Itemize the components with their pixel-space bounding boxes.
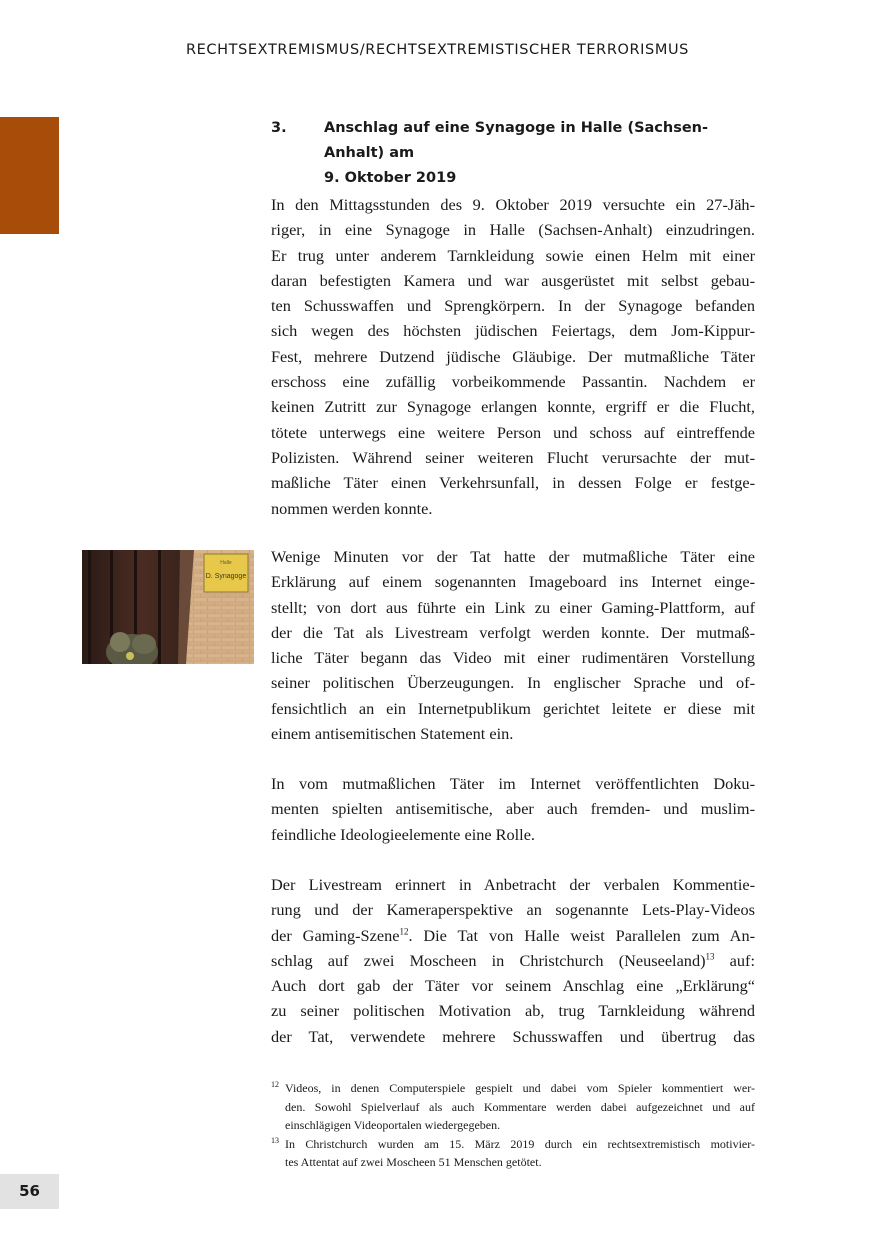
- paragraph-3: [271, 771, 755, 847]
- text-line: maßliche Täter einen Verkehrsunfall, in dessen Folge er festge-: [271, 473, 755, 493]
- page-number: 56: [0, 1174, 59, 1209]
- text-fragment: der Gaming-Szene: [271, 925, 400, 945]
- footnote-13: [271, 1135, 755, 1172]
- section-title-line-2: 9. Oktober 2019: [324, 170, 457, 186]
- footnotes: [271, 1079, 755, 1172]
- text-line: rung und der Kameraperspektive an sogenannte Lets-Play-Videos: [271, 900, 755, 920]
- text-line: Er trug unter anderem Tarnkleidung sowie einen Helm mit einer: [271, 245, 755, 265]
- text-line: feindliche Ideologieelemente eine Rolle.: [271, 824, 536, 844]
- text-line: fensichtlich an ein Internetpublikum gerichtet leitete er diese mit: [271, 698, 755, 718]
- section-number: 3.: [271, 120, 287, 136]
- text-line: [271, 948, 755, 973]
- footnote-line: den. Sowohl Spielverlauf als auch Kommentare werden dabei aufgezeichnet und auf: [285, 1099, 755, 1114]
- text-fragment: auf:: [714, 950, 755, 970]
- sign-text-line-1: D. Synagoge: [205, 573, 247, 580]
- text-line: Erklärung auf einem sogenannten Imageboard ins Internet einge-: [271, 572, 755, 592]
- paragraph-4: [271, 872, 755, 1049]
- text-line: riger, in eine Synagoge in Halle (Sachsen-Anhalt) einzudringen.: [271, 220, 755, 240]
- running-header: RECHTSEXTREMISMUS/RECHTSEXTREMISTISCHER TERRORISMUS: [186, 42, 689, 58]
- text-line: [271, 923, 755, 948]
- text-line: In vom mutmaßlichen Täter im Internet veröffentlichten Doku-: [271, 774, 755, 793]
- paragraph-2: [271, 544, 755, 746]
- text-line: der Tat, verwendete mehrere Schusswaffen und übertrug das: [271, 1026, 755, 1046]
- text-line: daran befestigten Kamera und war ausgerüstet mit selbst gebau-: [271, 270, 755, 290]
- text-line: der die Tat als Livestream verfolgt werden konnte. Der mutmaß-: [271, 622, 755, 642]
- text-fragment: . Die Tat von Halle weist Parallelen zum An-: [408, 925, 756, 945]
- footnote-line: Videos, in denen Computerspiele gespielt und dabei vom Spieler kommentiert wer-: [285, 1081, 755, 1095]
- text-line: keinen Zutritt zur Synagoge erlangen konnte, ergriff er die Flucht,: [271, 397, 755, 417]
- footnote-line: einschlägigen Videoportalen wiedergegeben.: [285, 1118, 501, 1132]
- section-title-line-1: Anschlag auf eine Synagoge in Halle (Sachsen-Anhalt) am: [324, 120, 709, 161]
- section-heading: [271, 116, 761, 191]
- footnote-ref-13[interactable]: 13: [705, 951, 715, 962]
- text-line: zu seiner politischen Motivation ab, trug Tarnkleidung während: [271, 1001, 755, 1021]
- footnote-mark: 13: [271, 1135, 279, 1145]
- text-fragment: schlag auf zwei Moscheen in Christchurch (Neuseeland): [271, 950, 706, 970]
- text-line: stellt; von dort aus führte ein Link zu einer Gaming-Plattform, auf: [271, 597, 755, 617]
- footnote-line: tes Attentat auf zwei Moscheen 51 Menschen getötet.: [285, 1155, 542, 1169]
- text-line: ten Schusswaffen und Sprengkörpern. In der Synagoge befanden: [271, 296, 755, 316]
- text-line: Der Livestream erinnert in Anbetracht der verbalen Kommentie-: [271, 875, 755, 894]
- text-line: liche Täter begann das Video mit einer rudimentären Vorstellung: [271, 648, 755, 668]
- footnote-mark: 12: [271, 1080, 279, 1089]
- text-line: menten spielten antisemitische, aber auch fremden- und muslim-: [271, 799, 755, 819]
- text-line: tötete unterwegs eine weitere Person und schoss auf eintreffende: [271, 422, 755, 442]
- paragraph-1: [271, 192, 755, 521]
- text-line: Fest, mehrere Dutzend jüdische Gläubige. Der mutmaßliche Täter: [271, 346, 755, 366]
- chapter-color-tab: [0, 117, 59, 234]
- footnote-line: In Christchurch wurden am 15. März 2019 durch ein rechtsextremistisch motivier-: [285, 1136, 755, 1151]
- text-line: erschoss eine zufällig vorbeikommende Passantin. Nachdem er: [271, 372, 755, 392]
- text-line: Wenige Minuten vor der Tat hatte der mutmaßliche Täter eine: [271, 547, 755, 566]
- footnote-12: [271, 1079, 755, 1135]
- sign-text-line-2: Halle: [220, 560, 232, 566]
- synagogue-door-photo: [82, 550, 254, 664]
- text-line: In den Mittagsstunden des 9. Oktober 2019 versuchte ein 27-Jäh-: [271, 195, 755, 214]
- text-line: sich wegen des höchsten jüdischen Feiertags, dem Jom-Kippur-: [271, 321, 755, 341]
- photo-illustration: [82, 550, 254, 664]
- text-line: Polizisten. Während seiner weiteren Flucht verursachte der mut-: [271, 447, 755, 467]
- footnote-ref-12[interactable]: 12: [399, 926, 409, 937]
- text-line: seiner politischen Überzeugungen. In englischer Sprache und of-: [271, 673, 755, 693]
- text-line: Auch dort gab der Täter vor seinem Anschlag eine „Erklärung“: [271, 976, 755, 996]
- text-line: einem antisemitischen Statement ein.: [271, 724, 514, 744]
- text-line: nommen werden konnte.: [271, 498, 433, 518]
